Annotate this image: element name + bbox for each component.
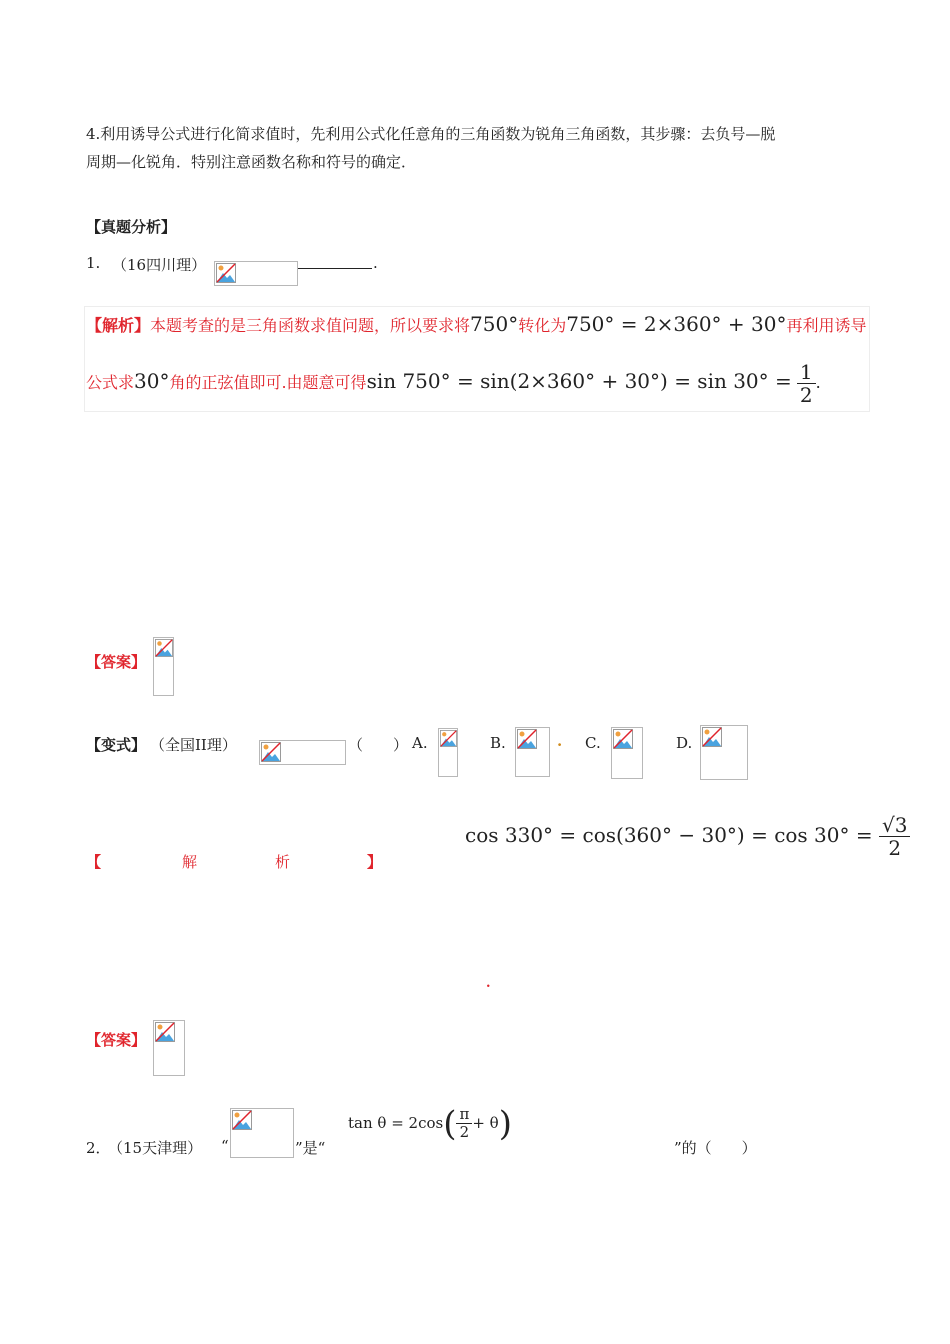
analysis-1-expr-750: 750° = 2×360° + 30°: [566, 312, 787, 336]
variant-option-d-image: [700, 725, 748, 780]
analysis-2-frac-den: 2: [888, 835, 902, 860]
broken-image-icon: [517, 729, 537, 749]
analysis-1-text-a: 本题考查的是三角函数求值问题，所以要求将: [150, 316, 471, 335]
q1-image: [214, 261, 298, 286]
q2-image: [230, 1108, 294, 1158]
broken-image-icon: [261, 742, 281, 762]
q1-source: （16四川理）: [112, 256, 207, 274]
analysis-1-label: 【解析】: [86, 316, 151, 335]
analysis-2-expression: [465, 810, 910, 860]
q2-number: 2．: [86, 1139, 111, 1157]
analysis-2-frac-num: √3: [879, 815, 910, 837]
broken-image-icon: [440, 730, 457, 747]
broken-image-icon: [232, 1110, 252, 1130]
variant-option-d-label: D.: [676, 734, 693, 752]
q2-source: （15天津理）: [108, 1139, 203, 1157]
analysis-2-dot: .: [486, 976, 491, 991]
analysis-2-label-open: 【: [86, 853, 102, 871]
q2-fraction: [456, 1107, 472, 1140]
q2-plus-theta: + θ: [472, 1114, 499, 1132]
analysis-1-line-2: [86, 356, 821, 408]
analysis-1-expr-sin: sin 750° = sin(2×360° + 30°) = sin 30° =: [366, 369, 792, 393]
analysis-1-text-d: 公式求: [86, 373, 135, 392]
analysis-1-frac-num: 1: [797, 362, 816, 384]
analysis-1-text-b: 转化为: [518, 316, 567, 335]
intro-line-2: 周期—化锐角．特别注意函数名称和符号的确定．: [86, 153, 417, 171]
broken-image-icon: [155, 1022, 175, 1042]
analysis-2-label-char-2: 析: [275, 853, 291, 871]
answer-2-image: [153, 1020, 185, 1076]
variant-option-a-image: [438, 728, 458, 777]
variant-paren: （ ）: [348, 736, 409, 754]
answer-2-label: 【答案】: [86, 1031, 147, 1049]
answer-1-image: [153, 637, 174, 696]
analysis-2-expr: cos 330° = cos(360° − 30°) = cos 30° =: [465, 823, 873, 847]
broken-image-icon: [155, 639, 173, 657]
variant-source: （全国II理）: [150, 736, 237, 754]
section-title: 【真题分析】: [86, 218, 177, 236]
analysis-1-end-dot: .: [815, 373, 821, 392]
q1-number: 1.: [86, 254, 101, 272]
q1-answer-blank: [298, 252, 372, 269]
q2-frac-den: 2: [459, 1123, 470, 1142]
analysis-1-line-1: [86, 312, 866, 338]
analysis-2-fraction: [879, 812, 910, 860]
variant-option-c-label: C.: [585, 734, 601, 752]
analysis-1-fraction: [797, 359, 816, 407]
q2-frac-num: π: [456, 1107, 472, 1124]
answer-1-label: 【答案】: [86, 653, 147, 671]
q2-expr: tan θ = 2cos: [348, 1114, 444, 1132]
q2-quote2-close: ”的（ ）: [674, 1139, 757, 1157]
q2-quote1-close: ”是“: [295, 1139, 326, 1157]
broken-image-icon: [216, 263, 236, 283]
broken-image-icon: [613, 729, 633, 749]
analysis-1-text-c: 再利用诱导: [786, 316, 867, 335]
analysis-1-angle-750: 750°: [470, 312, 519, 336]
intro-line-1: 4.利用诱导公式进行化简求值时，先利用公式化任意角的三角函数为锐角三角函数，其步骤：去负号—脱: [86, 125, 776, 143]
analysis-1-angle-30: 30°: [134, 369, 170, 393]
q2-quote1-open: “: [221, 1137, 229, 1155]
analysis-2-label-char-1: 解: [182, 853, 198, 871]
variant-question-image: [259, 740, 346, 765]
q1-end-dot: .: [373, 254, 378, 272]
variant-option-b-image: [515, 727, 550, 777]
analysis-1-frac-den: 2: [799, 382, 813, 407]
variant-option-c-image: [611, 727, 643, 779]
variant-label: 【变式】: [86, 736, 147, 754]
variant-option-b-label: B.: [490, 734, 506, 752]
analysis-1-text-e: 角的正弦值即可.由题意可得: [169, 373, 367, 392]
broken-image-icon: [702, 727, 722, 747]
q2-expression: tan θ = 2cos( $\frac{\pi}{2}$ + θ): [348, 1104, 512, 1144]
variant-option-b-dot: .: [557, 732, 563, 750]
variant-option-a-label: A.: [412, 734, 428, 752]
analysis-2-label-close: 】: [367, 853, 383, 871]
